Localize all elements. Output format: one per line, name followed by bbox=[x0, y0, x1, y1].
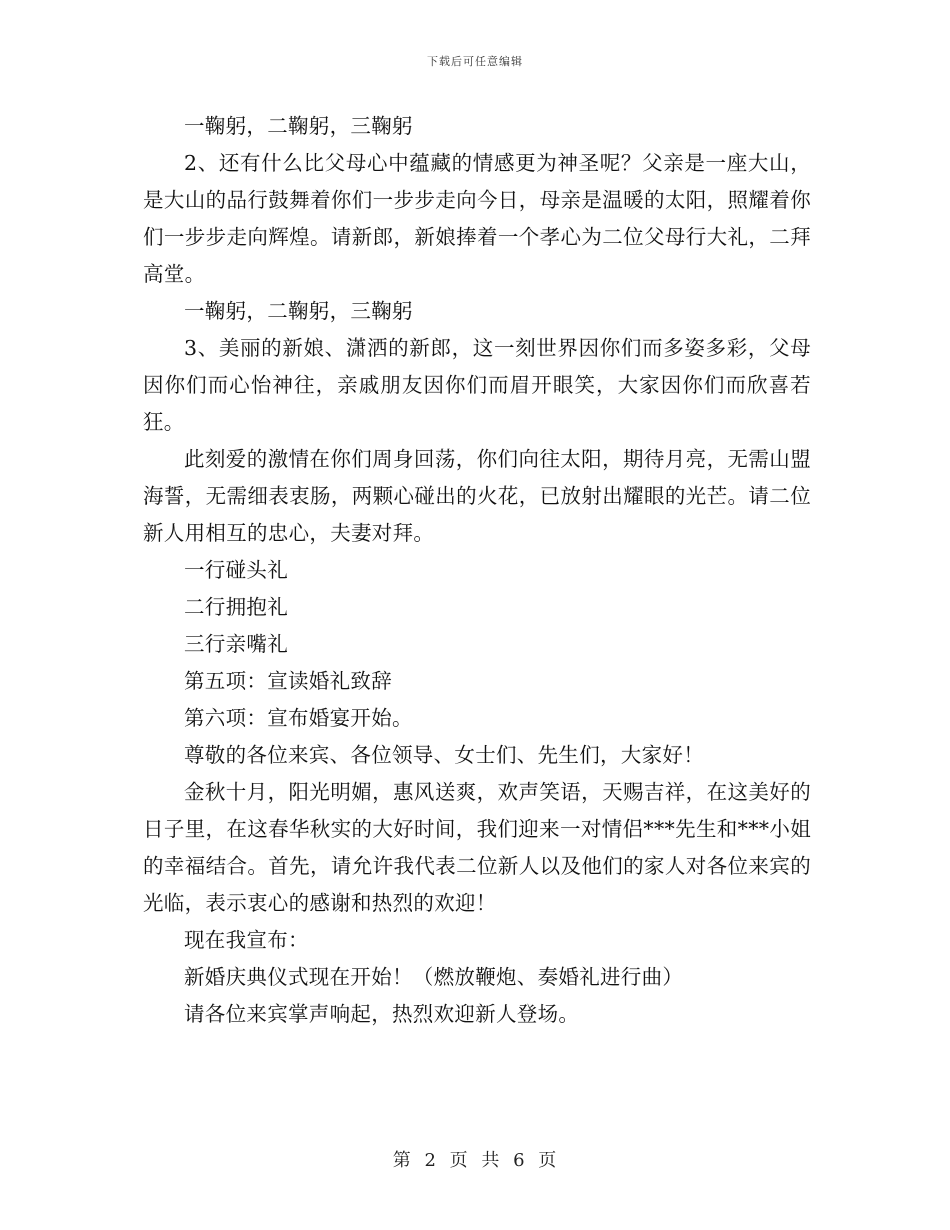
paragraph: 新婚庆典仪式现在开始！（燃放鞭炮、奏婚礼进行曲） bbox=[184, 965, 684, 989]
paragraph: 2、还有什么比父母心中蕴藏的情感更为神圣呢？父亲是一座大山，是大山的品行鼓舞着你们一步步走向今日，母亲是温暖的太阳，照耀着你们一步步走向辉煌。请新郎，新娘捧着一个孝心为二位父母行大礼，二拜高堂。 bbox=[143, 151, 811, 286]
paragraph: 第六项：宣布婚宴开始。 bbox=[184, 706, 413, 730]
paragraph: 请各位来宾掌声响起，热烈欢迎新人登场。 bbox=[184, 1002, 580, 1026]
page-header-note: 下载后可任意编辑 bbox=[427, 55, 523, 68]
paragraph: 一鞠躬，二鞠躬，三鞠躬 bbox=[184, 114, 413, 138]
paragraph: 一鞠躬，二鞠躬，三鞠躬 bbox=[184, 299, 413, 323]
paragraph: 第五项：宣读婚礼致辞 bbox=[184, 669, 392, 693]
paragraph: 二行拥抱礼 bbox=[184, 595, 288, 619]
page-number: 第 2 页 共 6 页 bbox=[392, 1150, 558, 1171]
paragraph: 一行碰头礼 bbox=[184, 558, 288, 582]
paragraph: 金秋十月，阳光明媚，惠风送爽，欢声笑语，天赐吉祥，在这美好的日子里，在这春华秋实的大好时间，我们迎来一对情侣***先生和***小姐的幸福结合。首先，请允许我代表二位新人以及他们的家人对各位来宾的光临，表示衷心的感谢和热烈的欢迎！ bbox=[143, 780, 811, 915]
document-body bbox=[143, 108, 811, 1033]
paragraph: 现在我宣布： bbox=[184, 928, 309, 952]
paragraph: 尊敬的各位来宾、各位领导、女士们、先生们，大家好！ bbox=[184, 743, 704, 767]
paragraph: 3、美丽的新娘、潇洒的新郎，这一刻世界因你们而多姿多彩，父母因你们而心怡神往，亲戚朋友因你们而眉开眼笑，大家因你们而欣喜若狂。 bbox=[143, 336, 811, 434]
paragraph: 此刻爱的激情在你们周身回荡，你们向往太阳，期待月亮，无需山盟海誓，无需细表衷肠，两颗心碰出的火花，已放射出耀眼的光芒。请二位新人用相互的忠心，夫妻对拜。 bbox=[143, 447, 811, 545]
paragraph: 三行亲嘴礼 bbox=[184, 632, 288, 656]
